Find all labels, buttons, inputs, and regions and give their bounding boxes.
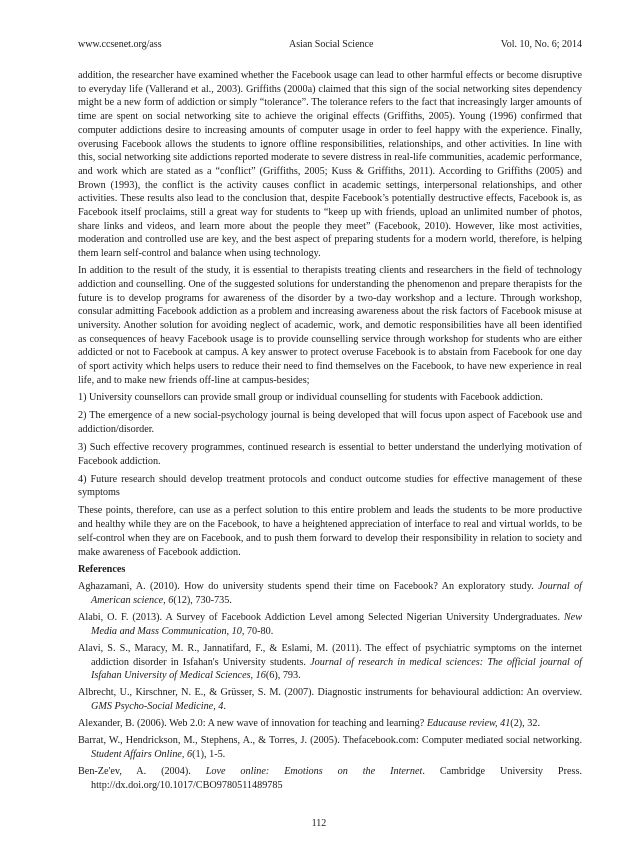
volume-issue: Vol. 10, No. 6; 2014	[500, 39, 582, 50]
reference-text: Alavi, S. S., Maracy, M. R., Jannatifard, F., & Eslami, M. (2011). The effect of psychiatric symptoms on the internet addiction disorder in Isfahan's University students.	[78, 642, 582, 668]
journal-url[interactable]: www.ccsenet.org/ass	[78, 39, 162, 50]
reference-text: Alexander, B. (2006). Web 2.0: A new wave of innovation for teaching and learning?	[78, 718, 427, 730]
reference-list	[78, 580, 582, 792]
reference-entry	[78, 734, 582, 761]
recommendation-item: 1) University counsellors can provide small group or individual counselling for students with Facebook addiction.	[78, 391, 543, 403]
reference-source: Love online: Emotions on the Internet	[205, 766, 423, 778]
reference-text: Ben-Ze'ev, A. (2004).	[78, 766, 206, 778]
reference-text: (12), 730-735.	[173, 595, 232, 607]
reference-entry	[78, 717, 582, 731]
reference-entry	[78, 765, 582, 792]
reference-source: Educause review, 41	[426, 718, 511, 730]
recommendation-item: 3) Such effective recovery programmes, continued research is essential to better understand the underlying motivation of Facebook addiction.	[78, 441, 582, 467]
reference-source: New Media and Mass Communication, 10	[91, 612, 582, 637]
reference-text: (2), 32.	[510, 718, 541, 730]
reference-text: .	[223, 701, 226, 713]
reference-entry	[78, 580, 582, 607]
body-paragraph: addition, the researcher have examined whether the Facebook usage can lead to other harmful effects or become disruptive to everyday life (Vallerand et al., 2003). Griffiths (2000a) claimed that this sign of the social networking sites dependency might be a new form of addiction or simply “tolerance”. The tolerance refers to the fact that increasingly larger amounts of time are spent on social networking site to achieve the original effects (Griffiths, 2005). Young (1996) confirmed that computer addictions desire to increasing amounts of computer usage in order to feel happy with the experience. Finally, overusing Facebook allows the students to ignore offline responsibilities, relationships, and other activities. In line with this, social networking site addictions reported moderate to severe distress in real-life communities, academic performance, and work which are stated as a “conflict” (Griffiths, 2005; Kuss & Griffiths, 2011). According to Griffiths (2005) and Brown (1993), the conflict is the activity causes conflict in academic settings, interpersonal relationships, and other activities. These results also lead to the conclusion that, despite Facebook’s potentially destructive effects, Facebook is, as Facebook itself proclaims, still a great way for students to “keep up with friends, upload an unlimited number of photos, share links and videos, and learn more about the people they meet” (Facebook, 2010). However, like most activities, moderation and controlled use are key, and the best aspect of preparing students for a modern world, therefore, is helping them learn self-control and balance when using technology.	[78, 70, 582, 260]
reference-entry	[78, 642, 582, 683]
reference-text: Barrat, W., Hendrickson, M., Stephens, A., & Torres, J. (2005). Thefacebook.com: Computer mediated social networking.	[78, 735, 582, 747]
reference-text: Alabi, O. F. (2013). A Survey of Facebook Addiction Level among Selected Nigerian University Undergraduates.	[78, 612, 564, 624]
reference-text: , 70-80.	[241, 625, 274, 637]
article-body	[78, 69, 582, 796]
reference-text: (6), 793.	[265, 670, 301, 682]
reference-text: Aghazamani, A. (2010). How do university students spend their time on Facebook? An exploratory study.	[78, 581, 539, 593]
references-heading: References	[78, 563, 126, 575]
reference-text: . Cambridge University Press. http://dx.doi.org/10.1017/CBO9780511489785	[91, 766, 582, 791]
reference-source: Journal of research in medical sciences: The official journal of Isfahan University of Medical Sciences, 16	[91, 656, 582, 682]
reference-source: GMS Psycho-Social Medicine, 4	[91, 701, 224, 713]
journal-title: Asian Social Science	[288, 39, 374, 50]
body-paragraph: In addition to the result of the study, it is essential to therapists treating clients and researchers in the field of technology addiction and counselling. One of the suggested solutions for understanding the phenomenon and prepare therapists for the future is to develop programs for awareness of the disorder by a two-day workshop and a lecture. Through workshop, consular admitting Facebook addiction as a problem and increasing awareness about the risk factors of Facebook misuse at university. Another solution for avoiding neglect of academic, work, and demotic responsibilities have all been identified as consequences of heavy Facebook usage is to provide counselling service through workshop for students who are either addicted or not to Facebook at campus. A key answer to protect overuse Facebook is to abstain from Facebook for one day of sport activity which helps users to reduce their need to find themselves on the Facebook, to have new experience in real life, and to make new friends off-line at campus-besides;	[78, 265, 582, 386]
reference-text: (1), 1-5.	[192, 749, 226, 761]
reference-text: Albrecht, U., Kirschner, N. E., & Grüsser, S. M. (2007). Diagnostic instruments for behavioural addiction: An overview.	[78, 687, 582, 699]
reference-entry	[78, 611, 582, 638]
reference-entry	[78, 686, 582, 713]
closing-paragraph: These points, therefore, can use as a perfect solution to this entire problem and leads the students to be more productive and healthy while they are on the Facebook, to have a heightened appreciation of interface to real and virtual worlds, to be self-control when they are on Facebook, and to push them forward to develop their responsibility in relation to society and make awareness of Facebook addiction.	[78, 505, 582, 558]
reference-source: Student Affairs Online, 6	[91, 749, 193, 761]
recommendation-item: 2) The emergence of a new social-psychology journal is being developed that will focus upon aspect of Facebook use and addiction/disorder.	[78, 410, 582, 435]
recommendation-item: 4) Future research should develop treatment protocols and conduct outcome studies for effective management of these symptoms	[78, 473, 582, 499]
page-number: 112	[311, 818, 327, 829]
reference-source: Journal of American science, 6	[91, 581, 582, 607]
running-header	[78, 39, 582, 51]
